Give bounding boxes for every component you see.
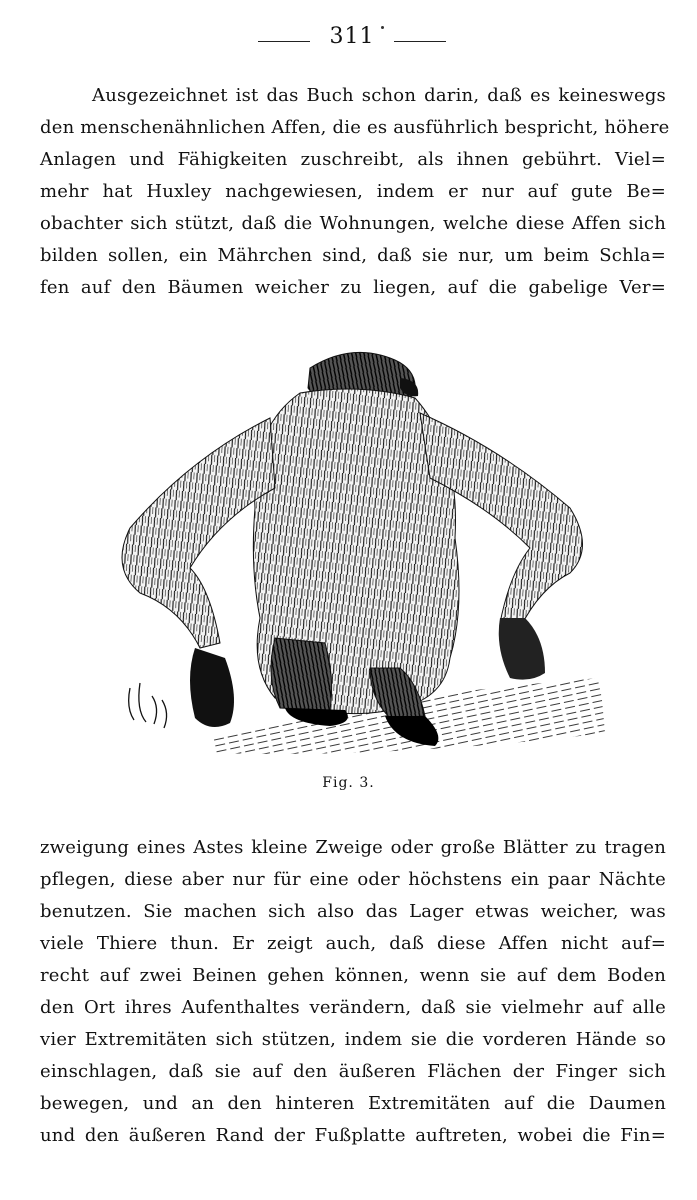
- ape-right-hand: [499, 618, 545, 680]
- ape-engraving-figure: [100, 338, 610, 758]
- text-line: und den äußeren Rand der Fußplatte auftreten, wobei die Fin=: [40, 1125, 666, 1146]
- text-line: benutzen. Sie machen sich also das Lager etwas weicher, was: [40, 901, 666, 922]
- ape-left-hand: [190, 648, 234, 727]
- text-line: pflegen, diese aber nur für eine oder höchstens ein paar Nächte: [40, 869, 666, 890]
- page-header: [0, 24, 697, 58]
- ape-illustration: [100, 338, 610, 758]
- text-line: Anlagen und Fähigkeiten zuschreibt, als ihnen gebührt. Viel=: [40, 149, 666, 170]
- header-rule-left: [258, 41, 310, 42]
- text-line: fen auf den Bäumen weicher zu liegen, auf die gabelige Ver=: [40, 277, 666, 298]
- artist-signature: [129, 683, 167, 728]
- text-line: den menschenähnlichen Affen, die es ausführlich bespricht, höhere: [40, 117, 670, 138]
- text-line: vier Extremitäten sich stützen, indem sie die vorderen Hände so: [40, 1029, 666, 1050]
- text-line: den Ort ihres Aufenthaltes verändern, daß sie vielmehr auf alle: [40, 997, 666, 1018]
- text-line: mehr hat Huxley nachgewiesen, indem er nur auf gute Be=: [40, 181, 666, 202]
- figure-caption: Fig. 3.: [322, 775, 375, 791]
- ape-left-arm: [122, 418, 275, 648]
- ape-left-leg: [271, 638, 332, 710]
- text-line: Ausgezeichnet ist das Buch schon darin, daß es keineswegs: [92, 85, 666, 106]
- paragraph-2: [40, 832, 666, 1152]
- text-line: einschlagen, daß sie auf den äußeren Flächen der Finger sich: [40, 1061, 666, 1082]
- text-line: zweigung eines Astes kleine Zweige oder große Blätter zu tragen: [40, 837, 666, 858]
- page-number: 311: [329, 24, 375, 49]
- text-line: bilden sollen, ein Mährchen sind, daß sie nur, um beim Schla=: [40, 245, 666, 266]
- text-line: viele Thiere thun. Er zeigt auch, daß diese Affen nicht auf=: [40, 933, 666, 954]
- header-rule-right: [394, 41, 446, 42]
- text-line: obachter sich stützt, daß die Wohnungen, welche diese Affen sich: [40, 213, 666, 234]
- paragraph-1: [40, 80, 670, 304]
- text-line: recht auf zwei Beinen gehen können, wenn sie auf dem Boden: [40, 965, 666, 986]
- text-line: bewegen, und an den hinteren Extremitäten auf die Daumen: [40, 1093, 666, 1114]
